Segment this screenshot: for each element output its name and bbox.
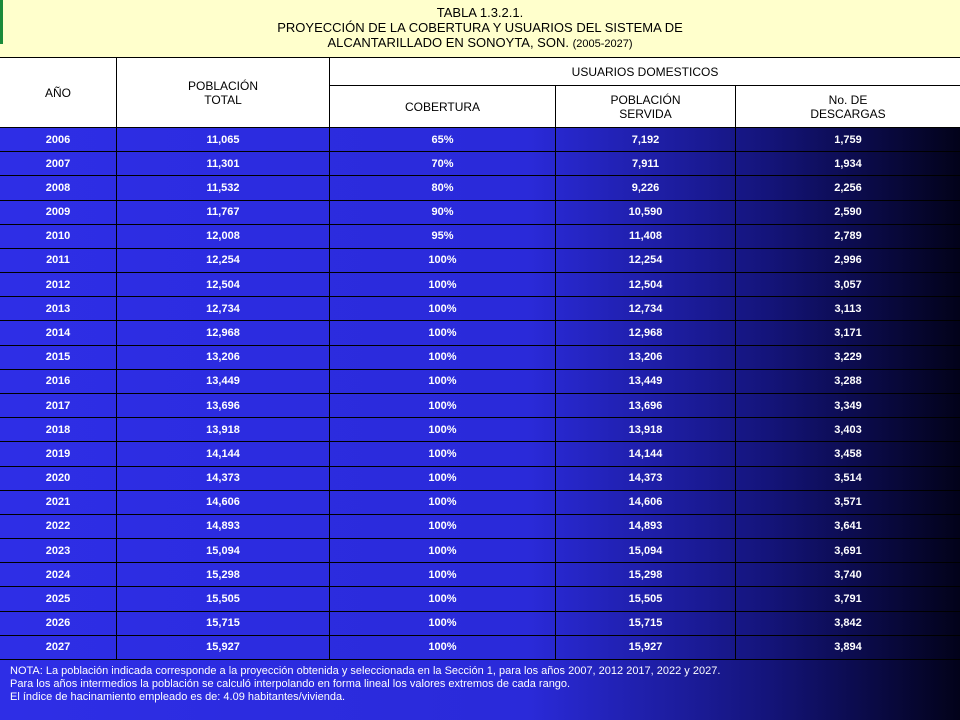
- cell-descargas: 3,791: [834, 593, 862, 606]
- table-row: [0, 346, 960, 370]
- cell-poblacion-total: 11,301: [117, 152, 330, 175]
- table-body: [0, 128, 960, 660]
- cell-poblacion-total: 15,094: [117, 539, 330, 562]
- cell-descargas: 3,458: [834, 447, 862, 460]
- cell-descargas: 3,057: [834, 278, 862, 291]
- table-row: [0, 297, 960, 321]
- cell-anio: 2019: [0, 442, 117, 465]
- cell-anio: 2013: [0, 297, 117, 320]
- cell-poblacion-total: 11,065: [117, 128, 330, 151]
- cell-poblacion-total: 15,715: [117, 612, 330, 635]
- table-row: [0, 467, 960, 491]
- green-edge-decoration: [0, 0, 3, 44]
- cell-descargas: 3,349: [834, 399, 862, 412]
- cell-poblacion-servida: 7,192: [556, 128, 736, 151]
- table-row: [0, 128, 960, 152]
- cell-cobertura: 100%: [330, 563, 556, 586]
- cell-descargas: 1,934: [834, 157, 862, 170]
- cell-cobertura: 70%: [330, 152, 556, 175]
- note-line-2: Para los años intermedios la población se calculó interpolando en forma lineal los valores extremos de cada rango.: [10, 678, 571, 690]
- cell-cobertura: 100%: [330, 394, 556, 417]
- cell-descargas: 3,288: [834, 375, 862, 388]
- cell-poblacion-servida: 15,298: [556, 563, 736, 586]
- cell-descargas: 2,996: [834, 254, 862, 267]
- table-title-line-3: [0, 35, 960, 52]
- cell-anio: 2008: [0, 176, 117, 199]
- cell-anio: 2022: [0, 515, 117, 538]
- table-note: [0, 660, 960, 720]
- cell-cobertura: 100%: [330, 346, 556, 369]
- table-title-line-2: PROYECCIÓN DE LA COBERTURA Y USUARIOS DEL SISTEMA DE: [277, 20, 683, 35]
- cell-poblacion-servida: 14,606: [556, 491, 736, 514]
- cell-anio: 2015: [0, 346, 117, 369]
- cell-poblacion-servida: 15,715: [556, 612, 736, 635]
- cell-cobertura: 100%: [330, 467, 556, 490]
- cell-cobertura: 100%: [330, 249, 556, 272]
- cell-anio: 2014: [0, 321, 117, 344]
- cell-cobertura: 100%: [330, 321, 556, 344]
- cell-descargas: 3,113: [834, 302, 862, 315]
- cell-poblacion-total: 12,968: [117, 321, 330, 344]
- cell-descargas: 2,789: [834, 230, 862, 243]
- cell-poblacion-servida: 14,373: [556, 467, 736, 490]
- cell-cobertura: 100%: [330, 491, 556, 514]
- cell-descargas: 3,514: [834, 472, 862, 485]
- table-title-main: ALCANTARILLADO EN SONOYTA, SON.: [327, 35, 569, 50]
- cell-poblacion-total: 11,767: [117, 201, 330, 224]
- cell-poblacion-total: 13,918: [117, 418, 330, 441]
- table-row: [0, 491, 960, 515]
- note-line-3: El índice de hacinamiento empleado es de: 4.09 habitantes/vivienda.: [10, 691, 346, 703]
- cell-poblacion-total: 15,927: [117, 636, 330, 659]
- cell-poblacion-total: 12,734: [117, 297, 330, 320]
- cell-cobertura: 100%: [330, 612, 556, 635]
- cell-descargas: 3,171: [834, 327, 862, 340]
- cell-poblacion-total: 14,893: [117, 515, 330, 538]
- cell-poblacion-total: 14,373: [117, 467, 330, 490]
- cell-cobertura: 100%: [330, 297, 556, 320]
- cell-poblacion-servida: 12,968: [556, 321, 736, 344]
- cell-descargas: 3,740: [834, 568, 862, 581]
- header-poblacion-servida: POBLACIÓN SERVIDA: [556, 86, 736, 128]
- table-row: [0, 636, 960, 660]
- table-title-years: (2005-2027): [572, 38, 633, 50]
- cell-poblacion-total: 12,254: [117, 249, 330, 272]
- cell-poblacion-total: 13,449: [117, 370, 330, 393]
- cell-poblacion-total: 15,298: [117, 563, 330, 586]
- cell-poblacion-total: 14,606: [117, 491, 330, 514]
- cell-poblacion-servida: 14,893: [556, 515, 736, 538]
- cell-poblacion-servida: 14,144: [556, 442, 736, 465]
- table-row: [0, 321, 960, 345]
- table-row: [0, 249, 960, 273]
- cell-anio: 2012: [0, 273, 117, 296]
- table-row: [0, 612, 960, 636]
- cell-descargas: 1,759: [834, 133, 862, 146]
- cell-anio: 2011: [0, 249, 117, 272]
- cell-poblacion-servida: 12,254: [556, 249, 736, 272]
- table-row: [0, 442, 960, 466]
- table-row: [0, 225, 960, 249]
- cell-poblacion-servida: 10,590: [556, 201, 736, 224]
- table-row: [0, 418, 960, 442]
- cell-cobertura: 100%: [330, 370, 556, 393]
- cell-cobertura: 100%: [330, 587, 556, 610]
- table-row: [0, 563, 960, 587]
- table-title-box: [0, 0, 960, 58]
- cell-cobertura: 100%: [330, 539, 556, 562]
- table-row: [0, 176, 960, 200]
- cell-poblacion-servida: 13,918: [556, 418, 736, 441]
- cell-cobertura: 100%: [330, 418, 556, 441]
- table-title-line-1: TABLA 1.3.2.1.: [436, 5, 524, 20]
- table-row: [0, 273, 960, 297]
- cell-anio: 2018: [0, 418, 117, 441]
- cell-anio: 2025: [0, 587, 117, 610]
- cell-descargas: 2,256: [834, 181, 862, 194]
- cell-anio: 2009: [0, 201, 117, 224]
- cell-anio: 2007: [0, 152, 117, 175]
- cell-anio: 2010: [0, 225, 117, 248]
- header-cobertura: COBERTURA: [330, 86, 556, 128]
- cell-poblacion-servida: 11,408: [556, 225, 736, 248]
- cell-cobertura: 65%: [330, 128, 556, 151]
- cell-anio: 2024: [0, 563, 117, 586]
- cell-poblacion-servida: 7,911: [556, 152, 736, 175]
- cell-anio: 2017: [0, 394, 117, 417]
- table-row: [0, 539, 960, 563]
- cell-descargas: 3,571: [834, 496, 862, 509]
- cell-poblacion-total: 11,532: [117, 176, 330, 199]
- cell-poblacion-servida: 15,927: [556, 636, 736, 659]
- cell-poblacion-total: 13,206: [117, 346, 330, 369]
- cell-poblacion-total: 15,505: [117, 587, 330, 610]
- cell-cobertura: 80%: [330, 176, 556, 199]
- cell-anio: 2021: [0, 491, 117, 514]
- cell-poblacion-total: 12,504: [117, 273, 330, 296]
- cell-cobertura: 90%: [330, 201, 556, 224]
- cell-poblacion-servida: 13,206: [556, 346, 736, 369]
- table-row: [0, 201, 960, 225]
- cell-anio: 2026: [0, 612, 117, 635]
- cell-anio: 2006: [0, 128, 117, 151]
- cell-descargas: 3,641: [834, 520, 862, 533]
- cell-anio: 2027: [0, 636, 117, 659]
- cell-poblacion-servida: 9,226: [556, 176, 736, 199]
- cell-anio: 2020: [0, 467, 117, 490]
- cell-descargas: 3,894: [834, 641, 862, 654]
- cell-poblacion-servida: 15,505: [556, 587, 736, 610]
- cell-anio: 2016: [0, 370, 117, 393]
- cell-poblacion-total: 13,696: [117, 394, 330, 417]
- cell-descargas: 3,691: [834, 544, 862, 557]
- cell-cobertura: 95%: [330, 225, 556, 248]
- note-line-1: NOTA: La población indicada corresponde a la proyección obtenida y seleccionada en la Sección 1, para los años 2007, 2012 2017, 2022 y 2027.: [10, 665, 721, 677]
- cell-poblacion-servida: 12,504: [556, 273, 736, 296]
- header-descargas: No. DE DESCARGAS: [736, 86, 960, 128]
- table-row: [0, 394, 960, 418]
- table-row: [0, 152, 960, 176]
- cell-poblacion-servida: 12,734: [556, 297, 736, 320]
- table-row: [0, 587, 960, 611]
- cell-descargas: 3,403: [834, 423, 862, 436]
- header-poblacion-total: POBLACIÓN TOTAL: [117, 58, 330, 128]
- cell-descargas: 3,842: [834, 617, 862, 630]
- cell-descargas: 2,590: [834, 206, 862, 219]
- cell-cobertura: 100%: [330, 515, 556, 538]
- cell-poblacion-servida: 15,094: [556, 539, 736, 562]
- table-row: [0, 515, 960, 539]
- cell-cobertura: 100%: [330, 636, 556, 659]
- cell-descargas: 3,229: [834, 351, 862, 364]
- cell-poblacion-servida: 13,449: [556, 370, 736, 393]
- cell-poblacion-total: 14,144: [117, 442, 330, 465]
- header-usuarios-domesticos: USUARIOS DOMESTICOS: [330, 58, 960, 86]
- cell-cobertura: 100%: [330, 273, 556, 296]
- cell-poblacion-servida: 13,696: [556, 394, 736, 417]
- header-anio: AÑO: [0, 58, 117, 128]
- cell-poblacion-total: 12,008: [117, 225, 330, 248]
- cell-cobertura: 100%: [330, 442, 556, 465]
- table-row: [0, 370, 960, 394]
- cell-anio: 2023: [0, 539, 117, 562]
